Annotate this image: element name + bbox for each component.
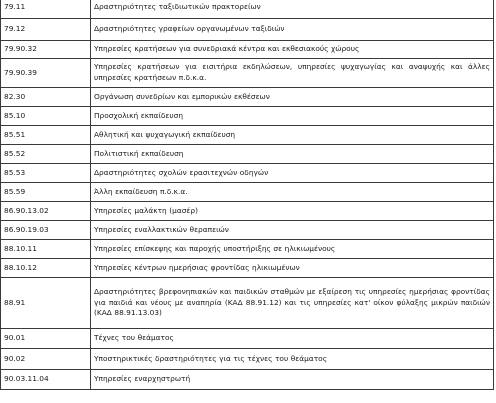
activity-description: Υποστηρικτικές δραστηριότητες για τις τέχνες του θεάματος bbox=[91, 349, 494, 370]
table-row bbox=[1, 370, 494, 390]
activity-code: 88.10.11 bbox=[1, 240, 91, 259]
table-row bbox=[1, 202, 494, 221]
activity-code: 85.51 bbox=[1, 126, 91, 145]
table-row bbox=[1, 240, 494, 259]
activity-code: 85.10 bbox=[1, 107, 91, 126]
table-row bbox=[1, 221, 494, 240]
table-row bbox=[1, 259, 494, 278]
activity-code: 90.03.11.04 bbox=[1, 370, 91, 390]
table-row bbox=[1, 41, 494, 59]
activity-description: Υπηρεσίες επίσκεψης και παροχής υποστήριξης σε ηλικιωμένους bbox=[91, 240, 494, 259]
activity-code: 79.90.39 bbox=[1, 59, 91, 88]
table-row bbox=[1, 126, 494, 145]
activity-description: Υπηρεσίες μαλάκτη (μασέρ) bbox=[91, 202, 494, 221]
activity-description: Δραστηριότητες βρεφονηπιακών και παιδικών σταθμών με εξαίρεση τις υπηρεσίες ημερήσιας φροντίδας για παιδιά και νέους με αναπηρία (ΚΑΔ 88.91.12) και τις υπηρεσίες κατ' οίκον φύλαξης μικρών παιδιών (ΚΑΔ 88.91.13.03) bbox=[91, 278, 494, 329]
activity-description: Προσχολική εκπαίδευση bbox=[91, 107, 494, 126]
table-row bbox=[1, 145, 494, 164]
activity-description: Δραστηριότητες ταξιδιωτικών πρακτορείων bbox=[91, 0, 494, 19]
table-row bbox=[1, 329, 494, 349]
table-row bbox=[1, 349, 494, 370]
table-row bbox=[1, 19, 494, 41]
activity-code: 79.11 bbox=[1, 0, 91, 19]
activity-description: Τέχνες του θεάματος bbox=[91, 329, 494, 349]
activity-code: 90.02 bbox=[1, 349, 91, 370]
activity-description: Υπηρεσίες εναρχηστρωτή bbox=[91, 370, 494, 390]
table-row bbox=[1, 88, 494, 107]
activity-code: 88.91 bbox=[1, 278, 91, 329]
activity-description: Δραστηριότητες σχολών ερασιτεχνών οδηγών bbox=[91, 164, 494, 183]
activity-description: Οργάνωση συνεδρίων και εμπορικών εκθέσεων bbox=[91, 88, 494, 107]
activity-code: 86.90.13.02 bbox=[1, 202, 91, 221]
activity-code: 79.12 bbox=[1, 19, 91, 41]
activity-description: Υπηρεσίες κέντρων ημερήσιας φροντίδας ηλικιωμένων bbox=[91, 259, 494, 278]
table-row bbox=[1, 107, 494, 126]
activity-code: 82.30 bbox=[1, 88, 91, 107]
table-body bbox=[1, 0, 494, 390]
activity-code: 85.52 bbox=[1, 145, 91, 164]
activity-description: Υπηρεσίες κρατήσεων για συνεδριακά κέντρα και εκθεσιακούς χώρους bbox=[91, 41, 494, 59]
table-row bbox=[1, 278, 494, 329]
table-row bbox=[1, 0, 494, 19]
activity-code: 79.90.32 bbox=[1, 41, 91, 59]
activity-description: Υπηρεσίες εναλλακτικών θεραπειών bbox=[91, 221, 494, 240]
activity-description: Αθλητική και ψυχαγωγική εκπαίδευση bbox=[91, 126, 494, 145]
activity-code: 86.90.19.03 bbox=[1, 221, 91, 240]
table-row bbox=[1, 59, 494, 88]
activity-description: Άλλη εκπαίδευση π.δ.κ.α. bbox=[91, 183, 494, 202]
activity-description: Υπηρεσίες κρατήσεων για εισιτήρια εκδηλώσεων, υπηρεσίες ψυχαγωγίας και αναψυχής και άλλες υπηρεσίες κρατήσεων π.δ.κ.α. bbox=[91, 59, 494, 88]
activity-code: 88.10.12 bbox=[1, 259, 91, 278]
activity-code: 85.53 bbox=[1, 164, 91, 183]
table-row bbox=[1, 183, 494, 202]
activity-code: 90.01 bbox=[1, 329, 91, 349]
activity-code: 85.59 bbox=[1, 183, 91, 202]
activity-description: Πολιτιστική εκπαίδευση bbox=[91, 145, 494, 164]
activity-description: Δραστηριότητες γραφείων οργανωμένων ταξιδιών bbox=[91, 19, 494, 41]
table-row bbox=[1, 164, 494, 183]
